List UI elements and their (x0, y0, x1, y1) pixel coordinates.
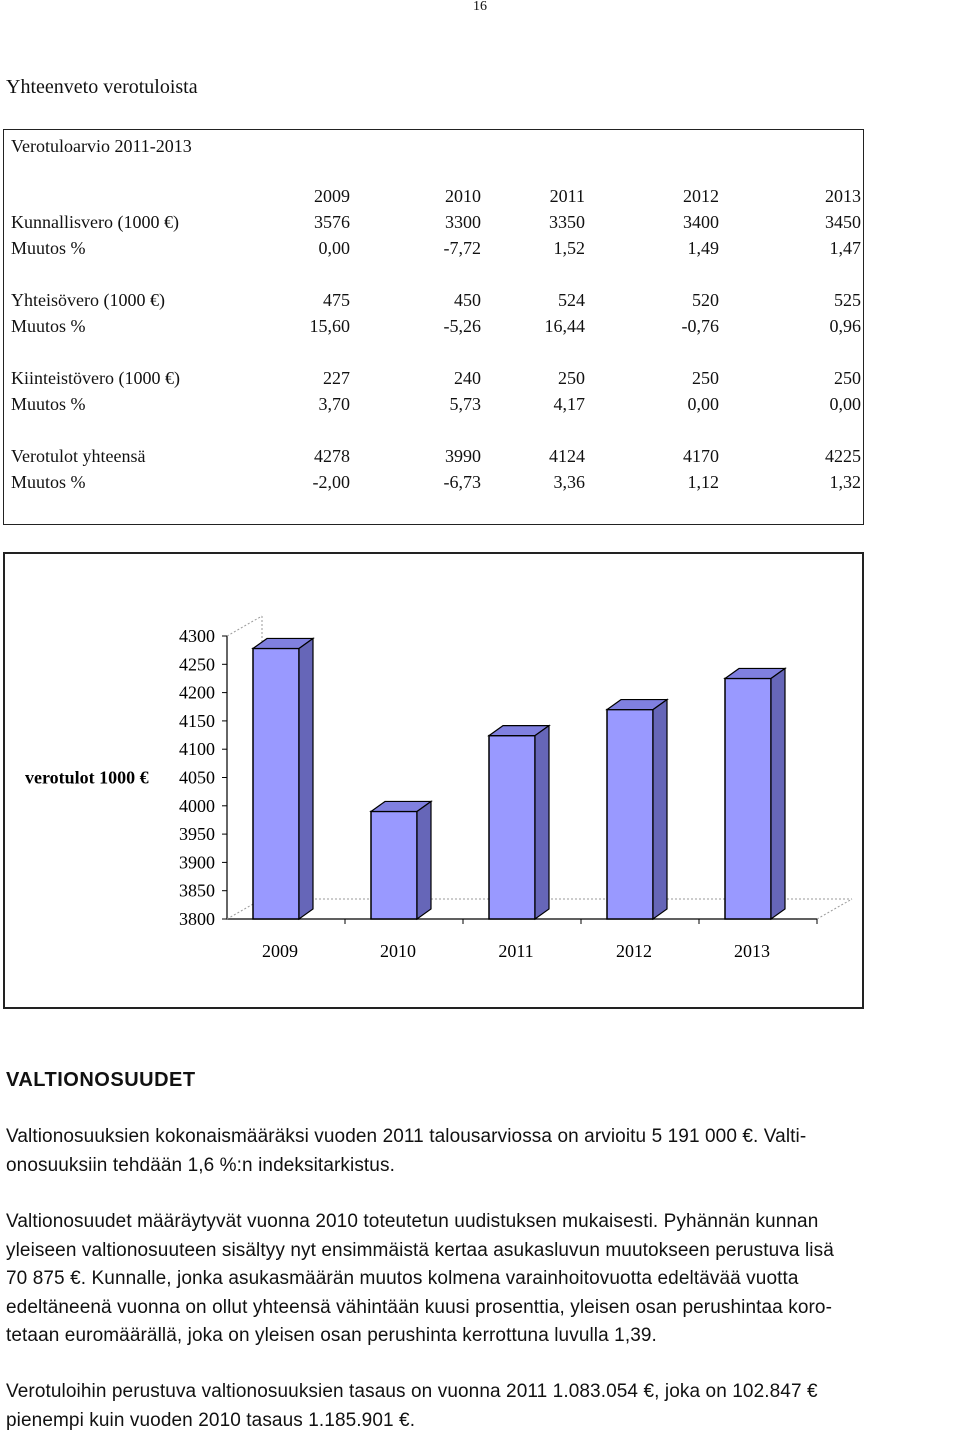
paragraph-2-line: Valtionosuudet määräytyvät vuonna 2010 toteutetun uudistuksen mukaisesti. Pyhännän kunnan (6, 1211, 819, 1232)
x-tick-label: 2012 (616, 941, 652, 961)
table-cell: 250 (558, 368, 585, 388)
row-label: Verotulot yhteensä (11, 446, 146, 466)
table-cell: 4124 (549, 446, 585, 466)
bar-side (771, 668, 785, 919)
axis-depth (817, 899, 852, 919)
bar-front (489, 736, 535, 919)
paragraph-2-line: yleiseen valtionosuuteen sisältyy nyt ensimmäistä kertaa asukasluvun muutokseen perustuva lisä (6, 1239, 834, 1261)
y-tick-label: 4150 (179, 710, 215, 731)
section-title: VALTIONOSUUDET (6, 1069, 196, 1091)
table-cell: 1,32 (829, 472, 861, 492)
row-label: Muutos % (11, 472, 86, 492)
bar-side (535, 726, 549, 919)
table-cell: 1,12 (687, 472, 719, 492)
y-tick-label: 4250 (179, 654, 215, 675)
bar-side (417, 801, 431, 919)
table-cell: -2,00 (312, 472, 350, 492)
tax-revenue-chart (3, 552, 864, 1009)
x-tick-label: 2013 (734, 941, 770, 961)
table-cell: -5,26 (443, 316, 481, 336)
table-cell: 1,52 (553, 238, 585, 258)
paragraph-2-line: edeltäneenä vuonna on ollut yhteensä vähintään kuusi prosenttia, yleisen osan perushintaa koro- (6, 1296, 833, 1318)
table-cell: 1,47 (829, 238, 861, 258)
table-cell: 0,96 (829, 316, 861, 336)
table-cell: 3400 (683, 212, 719, 232)
table-cell: 250 (834, 368, 861, 388)
y-tick-label: 4000 (179, 795, 215, 816)
row-label: Yhteisövero (1000 €) (11, 290, 165, 310)
year-header-row (11, 186, 861, 210)
table-cell: 3576 (314, 212, 350, 232)
table-cell: 4,17 (553, 394, 585, 414)
table-row (11, 472, 861, 496)
table-cell: 4225 (825, 446, 861, 466)
row-label: Muutos % (11, 394, 86, 414)
table-title: Verotuloarvio 2011-2013 (11, 136, 192, 156)
table-cell: 0,00 (687, 394, 719, 414)
x-tick-label: 2009 (262, 941, 298, 961)
table-cell: 0,00 (829, 394, 861, 414)
bar-front (253, 648, 299, 919)
axis-depth (227, 616, 262, 636)
table-row (11, 446, 861, 470)
table-cell: -7,72 (443, 238, 481, 258)
table-cell: 227 (323, 368, 350, 388)
table-cell: 240 (454, 368, 481, 388)
table-cell: 524 (558, 290, 585, 310)
table-cell: 5,73 (449, 394, 481, 414)
table-row (11, 238, 861, 262)
table-cell: 250 (692, 368, 719, 388)
table-cell: 3350 (549, 212, 585, 232)
x-tick-label: 2011 (498, 941, 534, 961)
table-cell: 475 (323, 290, 350, 310)
y-tick-label: 4100 (179, 739, 215, 760)
y-tick-label: 3950 (179, 824, 215, 845)
page-number: 16 (473, 0, 487, 14)
y-tick-label: 4050 (179, 767, 215, 788)
paragraph-3-line: pienempi kuin vuoden 2010 tasaus 1.185.901 €. (6, 1409, 416, 1431)
row-label: Muutos % (11, 316, 86, 336)
table-cell: 2011 (549, 186, 585, 206)
paragraph-1-line: onosuuksiin tehdään 1,6 %:n indeksitarkistus. (6, 1154, 395, 1176)
row-label: Muutos % (11, 238, 86, 258)
table-row (11, 290, 861, 314)
bar-side (653, 700, 667, 919)
paragraph-2-line: 70 875 €. Kunnalle, jonka asukasmäärän muutos kolmena varainhoitovuotta edeltävää vuotta (6, 1268, 799, 1289)
table-row (11, 394, 861, 418)
table-cell: 3,70 (318, 394, 350, 414)
y-tick-label: 4300 (179, 626, 215, 646)
y-axis-label: verotulot 1000 € (25, 767, 149, 788)
table-cell: 15,60 (309, 316, 350, 336)
table-cell: 2009 (314, 186, 350, 206)
paragraph-1-line: Valtionosuuksien kokonaismääräksi vuoden 2011 talousarviossa on arvioitu 5 191 000 €. Valti- (6, 1126, 807, 1147)
bar-side (299, 638, 313, 919)
table-cell: 2013 (825, 186, 861, 206)
table-cell: 16,44 (544, 316, 585, 336)
table-cell: 3990 (445, 446, 481, 466)
paragraph-2-line: tetaan euromäärällä, joka on yleisen osan perushinta kerrottuna luvulla 1,39. (6, 1325, 657, 1346)
table-cell: 3450 (825, 212, 861, 232)
row-label: Kunnallisvero (1000 €) (11, 212, 179, 232)
table-cell: 4278 (314, 446, 350, 466)
summary-heading: Yhteenveto verotuloista (6, 76, 198, 98)
y-tick-label: 4200 (179, 682, 215, 703)
y-tick-label: 3850 (179, 880, 215, 901)
table-cell: 520 (692, 290, 719, 310)
tax-revenue-table (3, 129, 864, 525)
bar-front (371, 811, 417, 919)
paragraph-1 (6, 1123, 958, 1180)
table-row (11, 316, 861, 340)
table-cell: 525 (834, 290, 861, 310)
paragraph-3 (6, 1378, 958, 1435)
table-cell: 450 (454, 290, 481, 310)
x-tick-label: 2010 (380, 941, 416, 961)
chart-svg (5, 554, 862, 1007)
table-cell: -0,76 (681, 316, 719, 336)
y-tick-label: 3900 (179, 852, 215, 873)
bar-front (725, 678, 771, 919)
table-cell: 2010 (445, 186, 481, 206)
table-cell: 0,00 (318, 238, 350, 258)
table-cell: 2012 (683, 186, 719, 206)
table-row (11, 212, 861, 236)
table-row (11, 368, 861, 392)
paragraph-3-line: Verotuloihin perustuva valtionosuuksien tasaus on vuonna 2011 1.083.054 €, joka on 102.847 € (6, 1381, 818, 1402)
paragraph-2 (6, 1208, 958, 1351)
table-cell: -6,73 (443, 472, 481, 492)
bar-front (607, 710, 653, 919)
y-tick-label: 3800 (179, 909, 215, 929)
table-cell: 4170 (683, 446, 719, 466)
table-cell: 3300 (445, 212, 481, 232)
table-cell: 1,49 (687, 238, 719, 258)
table-cell: 3,36 (553, 472, 585, 492)
row-label: Kiinteistövero (1000 €) (11, 368, 180, 388)
